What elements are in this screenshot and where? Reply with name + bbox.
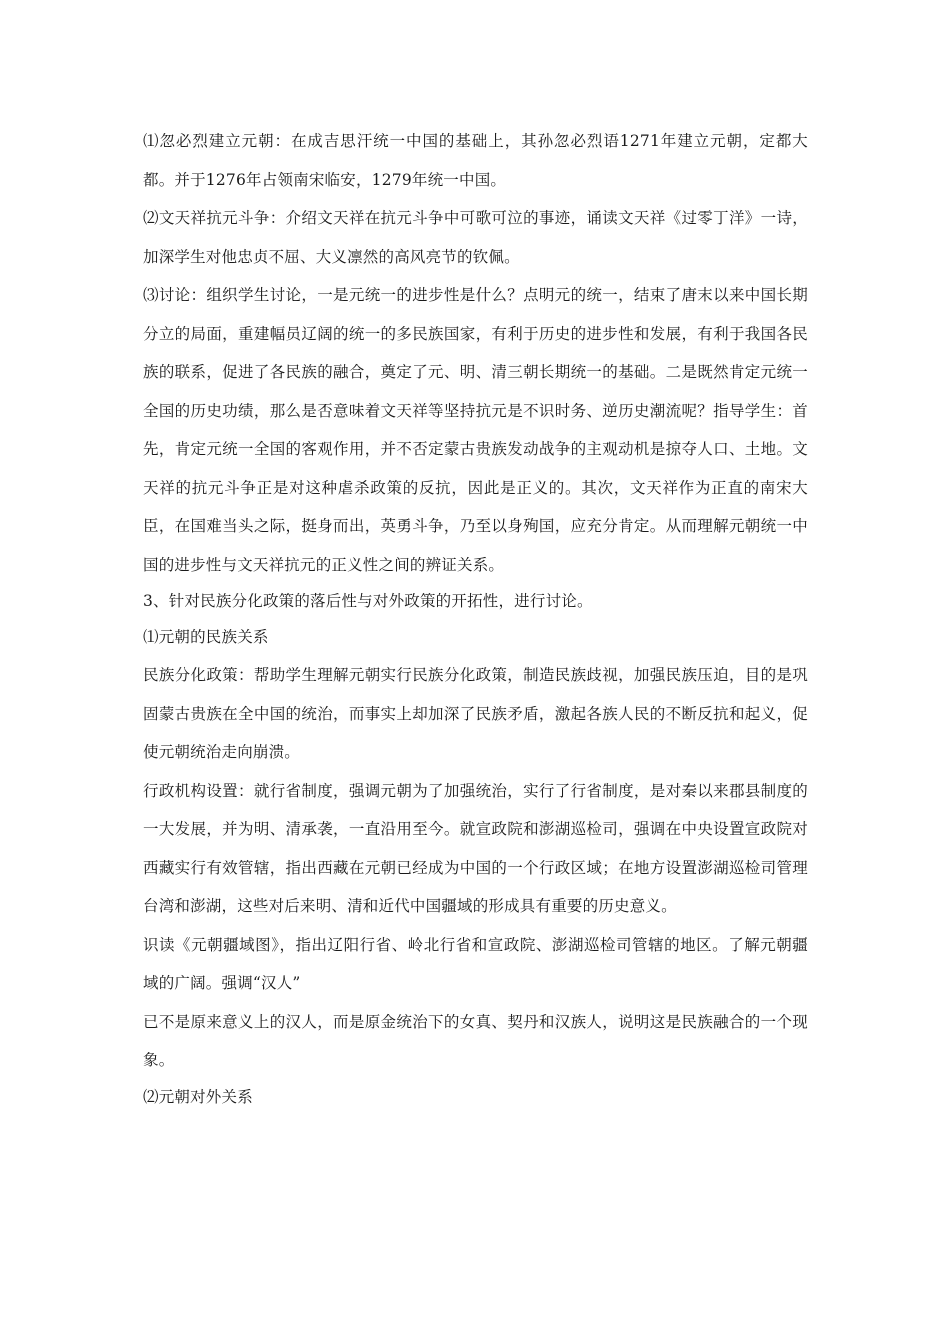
paragraph-ethnic-relations-heading: ⑴元朝的民族关系: [143, 628, 269, 646]
paragraph-map-reading: 识读《元朝疆域图》，指出辽阳行省、岭北行省和宣政院、澎湖巡检司管辖的地区。了解元朝疆域的广阔。强调“汉人”: [143, 935, 808, 992]
paragraph-han-people: 已不是原来意义上的汉人，而是原金统治下的女真、契丹和汉族人，说明这是民族融合的一个现象。: [143, 1012, 808, 1069]
document-body: [143, 122, 808, 1116]
paragraph-administrative-setup: 行政机构设置：就行省制度，强调元朝为了加强统治，实行了行省制度，是对秦以来郡县制度的一大发展，并为明、清承袭，一直沿用至今。就宣政院和澎湖巡检司，强调在中央设置宣政院对西藏实行有效管辖，指出西藏在元朝已经成为中国的一个行政区域；在地方设置澎湖巡检司管理台湾和澎湖，这些对后来明、清和近代中国疆域的形成具有重要的历史意义。: [143, 781, 808, 915]
paragraph-ethnic-division-policy: 民族分化政策：帮助学生理解元朝实行民族分化政策，制造民族歧视，加强民族压迫，目的是巩固蒙古贵族在全中国的统治，而事实上却加深了民族矛盾，激起各族人民的不断反抗和起义，促使元朝统治走向崩溃。: [143, 666, 808, 761]
paragraph-wen-tianxiang-resistance: ⑵文天祥抗元斗争：介绍文天祥在抗元斗争中可歌可泣的事迹，诵读文天祥《过零丁洋》一诗，加深学生对他忠贞不屈、大义凛然的高风亮节的钦佩。: [143, 209, 808, 266]
paragraph-discussion: ⑶讨论：组织学生讨论，一是元统一的进步性是什么？点明元的统一，结束了唐末以来中国长期分立的局面，重建幅员辽阔的统一的多民族国家，有利于历史的进步性和发展，有利于我国各民族的联系，促进了各民族的融合，奠定了元、明、清三朝长期统一的基础。二是既然肯定元统一全国的历史功绩，那么是否意味着文天祥等坚持抗元是不识时务、逆历史潮流呢？指导学生：首先，肯定元统一全国的客观作用，并不否定蒙古贵族发动战争的主观动机是掠夺人口、土地。文天祥的抗元斗争正是对这种虐杀政策的反抗，因此是正义的。其次，文天祥作为正直的南宋大臣，在国难当头之际，挺身而出，英勇斗争，乃至以身殉国，应充分肯定。从而理解元朝统一中国的进步性与文天祥抗元的正义性之间的辨证关系。: [143, 286, 808, 574]
paragraph-foreign-relations-heading: ⑵元朝对外关系: [143, 1087, 253, 1106]
paragraph-kublai-founds-yuan: ⑴忽必烈建立元朝：在成吉思汗统一中国的基础上，其孙忽必烈语1271年建立元朝，定都大都。并于1276年占领南宋临安，1279年统一中国。: [143, 132, 808, 189]
paragraph-section-3-heading: 3、针对民族分化政策的落后性与对外政策的开拓性，进行讨论。: [143, 592, 593, 610]
